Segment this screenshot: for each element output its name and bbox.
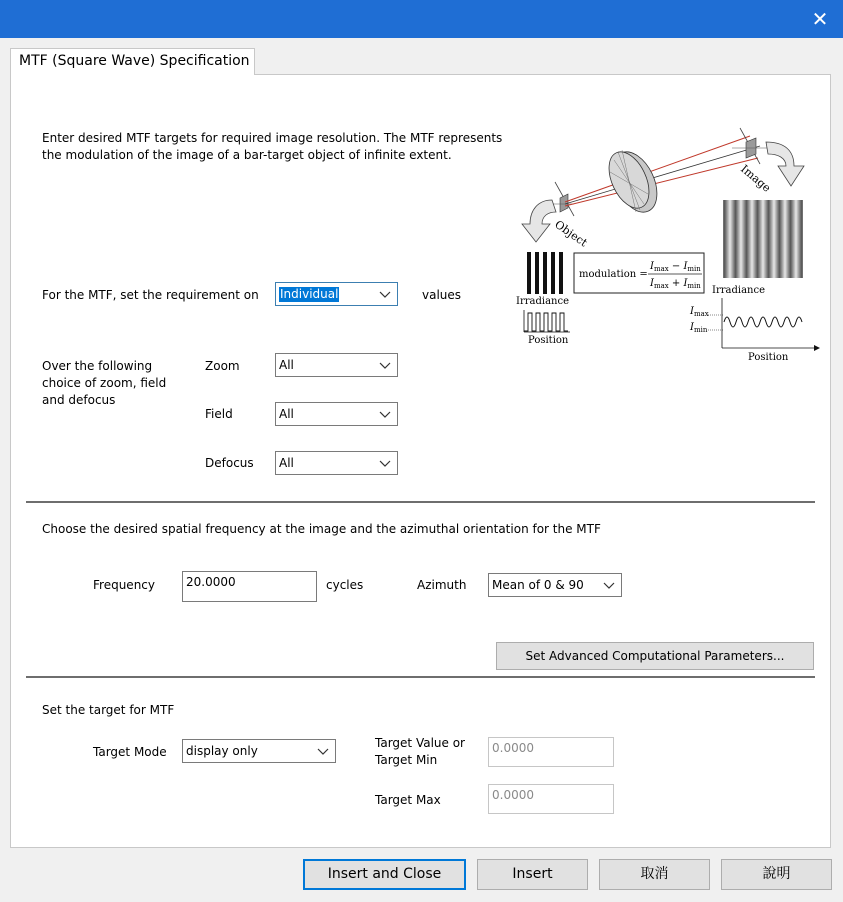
irradiance-label-right: Irradiance — [712, 285, 765, 296]
lens-icon — [601, 145, 666, 219]
over-label-line-2: choice of zoom, field — [42, 376, 167, 390]
requirement-select[interactable] — [275, 282, 398, 306]
tab-mtf-square-wave[interactable]: MTF (Square Wave) Specification — [10, 48, 255, 75]
zoom-select-value: All — [279, 358, 294, 372]
zoom-label: Zoom — [205, 359, 240, 373]
section-divider — [26, 501, 815, 503]
position-label-right: Position — [748, 352, 789, 363]
target-mode-label: Target Mode — [93, 745, 167, 759]
insert-and-close-button[interactable]: Insert and Close — [303, 859, 466, 890]
title-bar — [0, 0, 843, 38]
mtf-diagram — [510, 120, 825, 370]
azimuth-select-value: Mean of 0 & 90 — [492, 578, 584, 592]
over-label-line-3: and defocus — [42, 393, 116, 407]
defocus-select-value: All — [279, 456, 294, 470]
requirement-label: For the MTF, set the requirement on — [42, 288, 259, 302]
irradiance-label-left: Irradiance — [516, 296, 569, 307]
image-grating — [723, 200, 803, 278]
imax-label: $I_{max}$ — [690, 306, 709, 318]
chevron-down-icon — [379, 288, 391, 300]
target-mode-select[interactable] — [182, 739, 336, 763]
zoom-select[interactable] — [275, 353, 398, 377]
insert-button[interactable]: Insert — [477, 859, 588, 890]
image-arrow-icon — [766, 142, 804, 186]
azimuth-label: Azimuth — [417, 578, 467, 592]
modulation-formula — [574, 253, 704, 293]
image-plate — [732, 128, 770, 164]
chevron-down-icon — [603, 579, 615, 591]
defocus-label: Defocus — [205, 456, 254, 470]
object-square-wave — [524, 310, 570, 332]
section-divider — [26, 676, 815, 678]
requirement-select-value: Individual — [280, 287, 339, 301]
target-value-input[interactable]: 0.0000 — [488, 737, 614, 767]
help-button[interactable]: 說明 — [721, 859, 832, 890]
close-icon[interactable]: ✕ — [811, 7, 829, 31]
requirement-suffix: values — [422, 288, 462, 302]
azimuth-select[interactable] — [488, 573, 622, 597]
target-value-label-line-2: Target Min — [375, 753, 438, 767]
field-label: Field — [205, 407, 233, 421]
position-label-left: Position — [528, 335, 569, 346]
cancel-button[interactable]: 取消 — [599, 859, 710, 890]
object-arrow-icon — [522, 200, 556, 242]
chevron-down-icon — [379, 457, 391, 469]
advanced-parameters-button[interactable]: Set Advanced Computational Parameters... — [496, 642, 814, 670]
chevron-down-icon — [379, 408, 391, 420]
chevron-down-icon — [379, 359, 391, 371]
object-bar-target — [526, 252, 568, 294]
over-label-line-1: Over the following — [42, 359, 153, 373]
object-label: Object — [552, 217, 590, 250]
imin-label: $I_{min}$ — [690, 322, 708, 334]
defocus-select[interactable] — [275, 451, 398, 475]
intro-line-2: the modulation of the image of a bar-target object of infinite extent. — [42, 148, 452, 162]
frequency-label: Frequency — [93, 578, 155, 592]
chevron-down-icon — [317, 745, 329, 757]
image-sine-wave — [708, 298, 820, 351]
field-select-value: All — [279, 407, 294, 421]
target-max-input[interactable]: 0.0000 — [488, 784, 614, 814]
intro-line-1: Enter desired MTF targets for required image resolution. The MTF represents — [42, 131, 503, 145]
frequency-intro: Choose the desired spatial frequency at the image and the azimuthal orientation for the MTF — [42, 522, 601, 536]
image-label: Image — [738, 162, 774, 195]
target-intro: Set the target for MTF — [42, 703, 175, 717]
frequency-input[interactable]: 20.0000 — [182, 571, 317, 602]
svg-text:modulation =: modulation = — [579, 269, 648, 280]
target-value-label-line-1: Target Value or — [375, 736, 465, 750]
frequency-unit: cycles — [326, 578, 364, 592]
target-max-label: Target Max — [375, 793, 441, 807]
svg-text:Imax − Imin: $I_{max} - I_{min}$ — [650, 261, 701, 273]
svg-text:Imax + Imin: $I_{max} + I_{min}$ — [650, 278, 701, 290]
target-mode-select-value: display only — [186, 744, 258, 758]
field-select[interactable] — [275, 402, 398, 426]
